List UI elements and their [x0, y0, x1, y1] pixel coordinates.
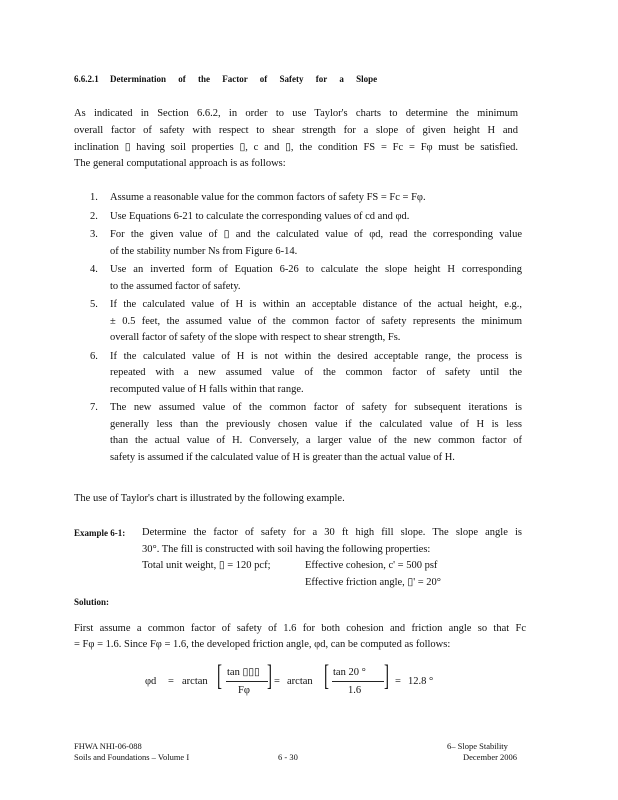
eq-num-1: tan ▯▯▯	[227, 667, 260, 678]
fraction-bar-1	[226, 681, 268, 682]
eq-arctan-1: arctan	[182, 676, 208, 687]
step-line: If the calculated value of H is within an acceptable distance of the actual height, e.g.,	[110, 299, 522, 310]
section-number: 6.6.2.1	[74, 74, 99, 84]
step-number: 1.	[90, 192, 98, 203]
footer-left-2: Soils and Foundations – Volume I	[74, 752, 190, 762]
footer-right-2: December 2006	[463, 752, 518, 762]
solution-label: Solution:	[74, 597, 110, 607]
step-line: Use Equations 6-21 to calculate the corresponding values of cd and φd.	[110, 210, 410, 222]
section-title: Determination of the Factor of Safety for a Slope	[110, 74, 378, 84]
eq-num-2: tan 20 °	[333, 667, 366, 678]
step-line: If the calculated value of H is not within the desired acceptable range, the process is	[110, 350, 522, 362]
step-line: Use an inverted form of Equation 6-26 to calculate the slope height H corresponding	[110, 264, 522, 275]
intro-line-3: inclination ▯ having soil properties ▯, c and ▯, the condition FS = Fc = Fφ must be satisfied.	[74, 142, 518, 153]
example-label: Example 6-1:	[74, 528, 126, 538]
step-line: For the given value of ▯ and the calculated value of φd, read the corresponding value	[110, 229, 522, 240]
solution-line-1: First assume a common factor of safety of 1.6 for both cohesion and friction angle so that Fc	[74, 623, 526, 634]
right-bracket-icon: ]	[384, 659, 389, 692]
footer-left-1: FHWA NHI-06-088	[74, 741, 142, 751]
left-bracket-icon: [	[324, 659, 329, 692]
example-line-4: Effective friction angle, ▯' = 20°	[305, 577, 441, 588]
eq-equals-2: =	[274, 676, 280, 687]
example-line-3b: Effective cohesion, c' = 500 psf	[305, 560, 438, 571]
step-line: than the actual value of H. Conversely, a larger value of the new common factor of	[110, 435, 522, 446]
step-number: 6.	[90, 350, 98, 362]
eq-lhs: φd	[145, 676, 157, 687]
eq-equals-1: =	[168, 676, 174, 687]
step-number: 3.	[90, 229, 98, 240]
left-bracket-icon: [	[217, 659, 222, 692]
step-number: 4.	[90, 264, 98, 275]
fraction-bar-2	[332, 681, 384, 682]
right-bracket-icon: ]	[267, 659, 272, 692]
intro-line-1: As indicated in Section 6.6.2, in order to use Taylor's charts to determine the minimum	[74, 108, 518, 119]
step-line: generally less than the previously chosen value if the calculated value of H is less	[110, 418, 522, 430]
step-number: 7.	[90, 402, 98, 413]
example-line-2: 30°. The fill is constructed with soil having the following properties:	[142, 544, 431, 555]
example-line-3a: Total unit weight, ▯ = 120 pcf;	[142, 560, 271, 571]
footer-right-1: 6– Slope Stability	[447, 741, 508, 751]
step-line: of the stability number Ns from Figure 6-14.	[110, 245, 298, 257]
step-line: repeated with a new assumed value of the common factor of safety until the	[110, 367, 522, 378]
intro-line-4: The general computational approach is as follows:	[74, 158, 286, 169]
example-line-1: Determine the factor of safety for a 30 ft high fill slope. The slope angle is	[142, 527, 522, 538]
step-line: Assume a reasonable value for the common factors of safety FS = Fc = Fφ.	[110, 192, 426, 203]
step-line: recomputed value of H falls within that range.	[110, 383, 304, 395]
step-line: overall factor of safety of the slope with respect to shear strength, Fs.	[110, 332, 401, 343]
step-line: to the assumed factor of safety.	[110, 280, 241, 292]
step-number: 5.	[90, 299, 98, 310]
intro-line-2: overall factor of safety with respect to shear strength for a slope of given height H and	[74, 125, 518, 136]
solution-line-2: = Fφ = 1.6. Since Fφ = 1.6, the developed friction angle, φd, can be computed as follows:	[74, 639, 451, 650]
footer-page-number: 6 - 30	[278, 752, 298, 762]
step-line: ± 0.5 feet, the assumed value of the common factor of safety represents the minimum	[110, 315, 522, 327]
eq-den-2: 1.6	[348, 685, 362, 696]
eq-result: 12.8 °	[408, 676, 434, 687]
eq-arctan-2: arctan	[287, 676, 313, 687]
step-line: The new assumed value of the common factor of safety for subsequent iterations is	[110, 402, 522, 413]
eq-equals-3: =	[395, 676, 401, 687]
step-number: 2.	[90, 210, 98, 222]
step-line: safety is assumed if the calculated value of H is greater than the actual value of H.	[110, 451, 455, 463]
eq-den-1: Fφ	[238, 685, 250, 696]
taylor-sentence: The use of Taylor's chart is illustrated by the following example.	[74, 493, 345, 504]
